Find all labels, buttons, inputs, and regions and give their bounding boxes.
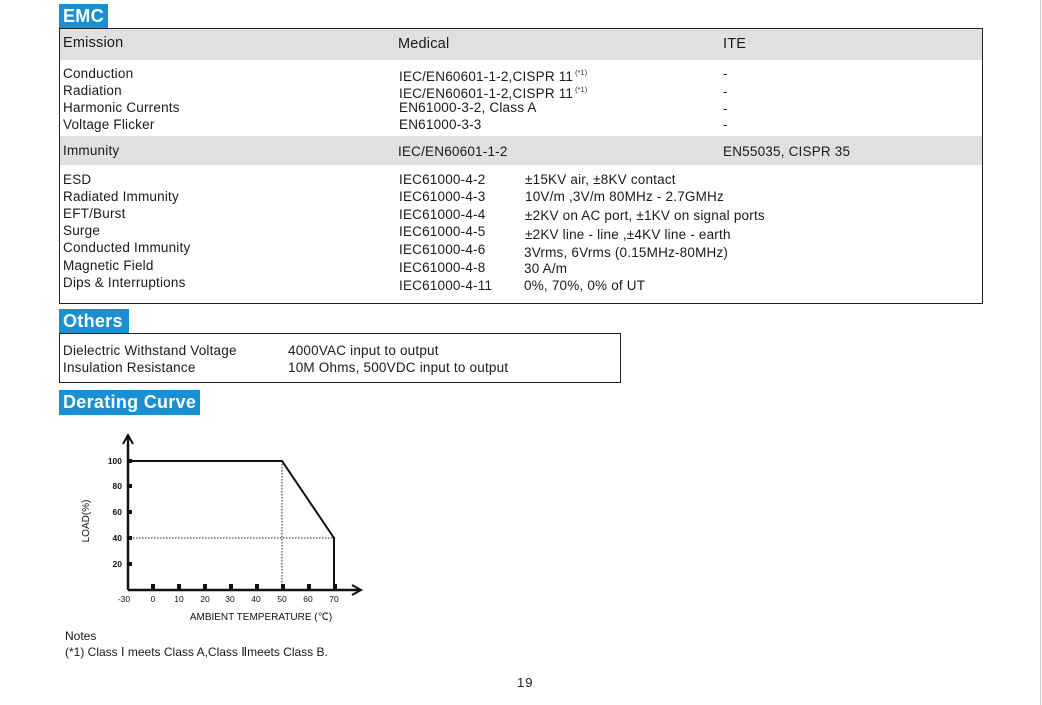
page-number: 19 xyxy=(517,675,534,690)
emission-header-item: Emission xyxy=(63,35,124,51)
immunity-item: Conducted Immunity xyxy=(63,240,191,255)
immunity-item: Dips & Interruptions xyxy=(63,275,186,290)
others-item: Dielectric Withstand Voltage xyxy=(63,343,237,358)
svg-text:10: 10 xyxy=(174,594,184,604)
derating-line xyxy=(130,461,334,590)
svg-text:40: 40 xyxy=(112,533,122,543)
section-title-emc: EMC xyxy=(59,4,108,28)
immunity-standard: IEC61000-4-2 xyxy=(399,172,486,187)
others-item: Insulation Resistance xyxy=(63,360,196,375)
emission-ite: - xyxy=(723,66,728,81)
immunity-header-item: Immunity xyxy=(63,143,120,158)
svg-text:30: 30 xyxy=(225,594,235,604)
immunity-level: 0%, 70%, 0% of UT xyxy=(524,278,646,293)
svg-text:0: 0 xyxy=(150,594,156,604)
section-title-derating-curve: Derating Curve xyxy=(59,390,200,415)
svg-text:20: 20 xyxy=(112,559,122,569)
immunity-standard: IEC61000-4-8 xyxy=(399,260,486,275)
section-title-others: Others xyxy=(59,309,129,333)
derating-curve-chart xyxy=(75,425,375,630)
svg-text:-30: -30 xyxy=(117,594,131,604)
immunity-item: Radiated Immunity xyxy=(63,189,179,204)
immunity-level: ±2KV line - line ,±4KV line - earth xyxy=(525,227,731,242)
immunity-header-medical: IEC/EN60601-1-2 xyxy=(398,144,508,159)
immunity-header-ite: EN55035, CISPR 35 xyxy=(723,144,851,159)
svg-text:50: 50 xyxy=(277,594,287,604)
note-item: (*1) Class Ⅰ meets Class A,Class Ⅱmeets Class B. xyxy=(65,645,328,659)
emission-header-band xyxy=(60,29,982,60)
others-value: 4000VAC input to output xyxy=(288,343,439,358)
svg-text:100: 100 xyxy=(107,456,122,466)
immunity-item: ESD xyxy=(63,172,92,187)
y-tick-labels xyxy=(108,456,122,569)
immunity-item: EFT/Burst xyxy=(63,206,126,221)
svg-text:60: 60 xyxy=(303,594,313,604)
emission-item: Radiation xyxy=(63,83,122,98)
emission-header-medical: Medical xyxy=(398,36,450,52)
others-value: 10M Ohms, 500VDC input to output xyxy=(288,360,509,375)
svg-text:20: 20 xyxy=(200,594,210,604)
x-axis-label: AMBIENT TEMPERATURE (℃) xyxy=(189,612,333,623)
x-ticks xyxy=(151,584,337,589)
emission-item: Harmonic Currents xyxy=(63,100,180,115)
immunity-standard: IEC61000-4-6 xyxy=(399,242,486,257)
svg-text:40: 40 xyxy=(251,594,261,604)
immunity-level: 30 A/m xyxy=(524,261,568,276)
y-axis-label: LOAD(%) xyxy=(81,499,92,543)
notes-title: Notes xyxy=(65,629,97,643)
immunity-standard: IEC61000-4-4 xyxy=(399,207,486,222)
emission-ite: - xyxy=(723,84,728,99)
emission-medical: IEC/EN60601-1-2,CISPR 11 $^{(*1)}$ xyxy=(399,69,588,84)
emission-ite: - xyxy=(723,101,728,116)
immunity-standard: IEC61000-4-11 xyxy=(399,278,493,293)
emission-ite: - xyxy=(723,117,728,132)
immunity-level: ±15KV air, ±8KV contact xyxy=(525,172,676,187)
svg-text:60: 60 xyxy=(112,507,122,517)
svg-text:70: 70 xyxy=(329,594,339,604)
immunity-level: 3Vrms, 6Vrms (0.15MHz-80MHz) xyxy=(524,245,729,260)
emission-header-ite: ITE xyxy=(723,36,747,52)
emission-medical: EN61000-3-3 xyxy=(399,117,482,132)
immunity-level: 10V/m ,3V/m 80MHz - 2.7GMHz xyxy=(525,189,724,204)
emission-item: Conduction xyxy=(63,66,134,81)
immunity-standard: IEC61000-4-3 xyxy=(399,189,486,204)
immunity-standard: IEC61000-4-5 xyxy=(399,224,486,239)
immunity-level: ±2KV on AC port, ±1KV on signal ports xyxy=(525,208,765,223)
emission-medical: IEC/EN60601-1-2,CISPR 11 $^{(*1)}$ xyxy=(399,86,588,101)
immunity-item: Surge xyxy=(63,223,101,238)
emission-medical: EN61000-3-2, Class A xyxy=(399,100,537,115)
svg-text:80: 80 xyxy=(112,481,122,491)
immunity-item: Magnetic Field xyxy=(63,258,154,273)
x-tick-labels xyxy=(118,594,339,604)
page-edge-line xyxy=(1040,0,1041,705)
emission-item: Voltage Flicker xyxy=(63,117,155,132)
